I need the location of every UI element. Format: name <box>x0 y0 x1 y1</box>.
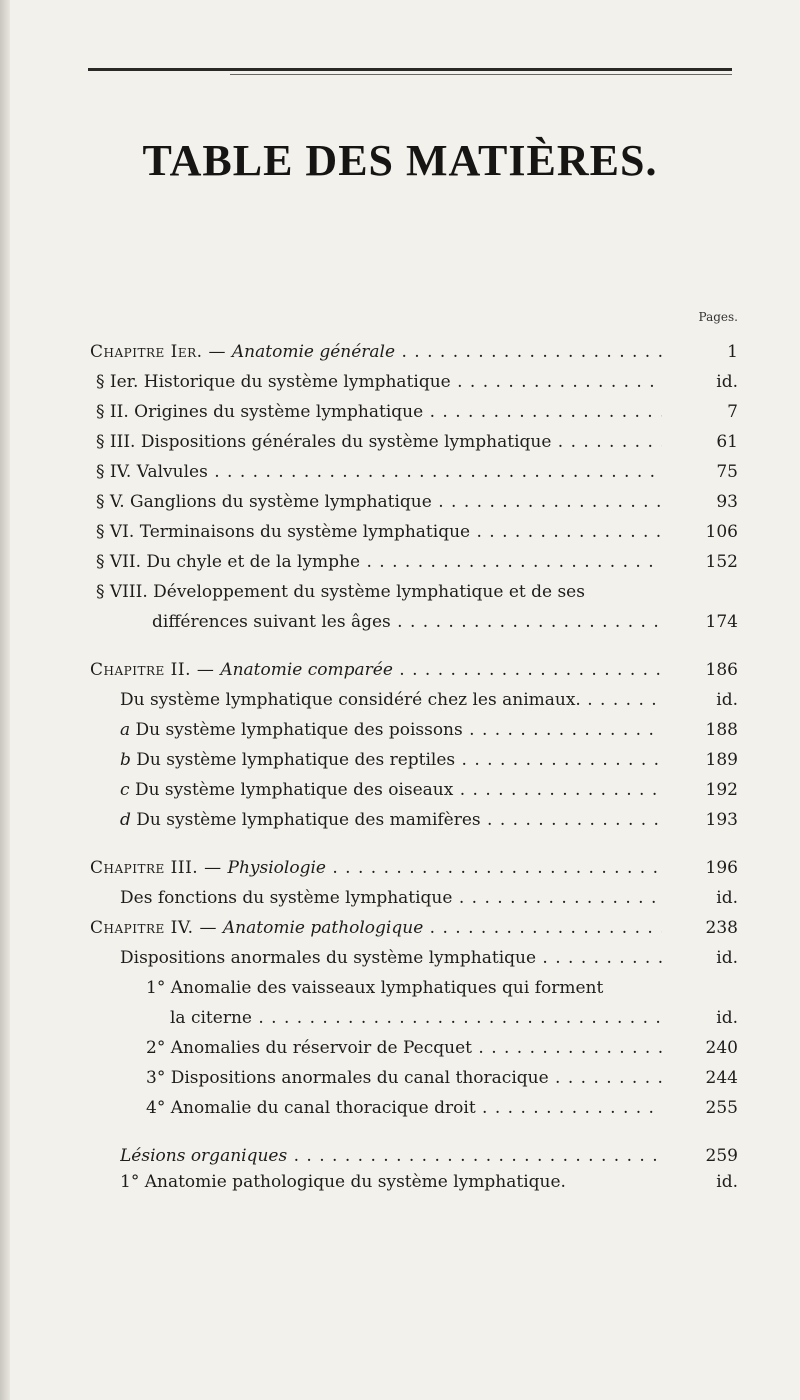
entry-prefix: Chapitre Ier. — <box>90 342 232 362</box>
entry-label: Dispositions anormales du système lymphatique <box>120 948 537 968</box>
entry-page: id. <box>716 1172 738 1192</box>
entry-label: Du système lymphatique des oiseaux <box>134 780 454 800</box>
entry-label: Du système lymphatique des poissons <box>135 720 463 740</box>
entry-page: 240 <box>705 1038 738 1058</box>
top-rule <box>88 68 732 71</box>
entry-prefix: 4° <box>146 1098 171 1118</box>
entry-page: 188 <box>705 720 738 740</box>
entry-prefix: Chapitre II. — <box>90 660 221 680</box>
toc-entry-chapitre-3[interactable] <box>90 856 738 880</box>
entry-prefix: 1° <box>146 978 171 998</box>
toc-entry-chapitre-2[interactable] <box>90 658 738 682</box>
entry-label: Anatomie générale <box>231 342 396 362</box>
entry-prefix: Chapitre IV. — <box>90 918 223 938</box>
toc-entry-c4-1[interactable] <box>146 976 738 1000</box>
top-rule-thin <box>230 74 732 75</box>
entry-prefix: 1° <box>120 1172 145 1192</box>
toc-entry-c2-d[interactable] <box>120 808 738 832</box>
entry-page: 75 <box>716 462 738 482</box>
toc-entry-chapitre-4[interactable] <box>90 916 738 940</box>
toc-entry-c2-b[interactable] <box>120 748 738 772</box>
toc-entry-c4-4[interactable] <box>146 1096 738 1120</box>
page-gutter-shadow <box>0 0 10 1400</box>
entry-page: 7 <box>727 402 738 422</box>
toc-entry-c2-a[interactable] <box>120 718 738 742</box>
entry-prefix: a <box>120 720 136 740</box>
toc-entry-c4-2[interactable] <box>146 1036 738 1060</box>
entry-label: Anatomie comparée <box>220 660 393 680</box>
toc-entry-c4-3[interactable] <box>146 1066 738 1090</box>
entry-label: Historique du système lymphatique <box>143 372 451 392</box>
toc-entry-c2-intro[interactable] <box>120 688 738 712</box>
toc-entry-s6[interactable] <box>96 520 738 544</box>
entry-page: 193 <box>705 810 738 830</box>
entry-prefix: d <box>120 810 137 830</box>
entry-prefix: § II. <box>96 402 135 422</box>
entry-label: Anatomie pathologique <box>222 918 424 938</box>
entry-prefix: § III. <box>96 432 141 452</box>
toc-entry-c4-1-cont[interactable] <box>170 1006 738 1030</box>
toc-entry-lesions[interactable] <box>120 1144 738 1168</box>
entry-label: Développement du système lymphatique et de ses <box>153 582 585 602</box>
toc-entry-s8[interactable] <box>96 580 738 604</box>
entry-label: Ganglions du système lymphatique <box>130 492 432 512</box>
entry-page: 238 <box>705 918 738 938</box>
entry-page: 106 <box>705 522 738 542</box>
entry-label: différences suivant les âges <box>152 612 391 632</box>
entry-prefix: c <box>120 780 135 800</box>
entry-label: Dispositions anormales du canal thoracique <box>170 1068 549 1088</box>
entry-prefix: § V. <box>96 492 131 512</box>
entry-page: 259 <box>705 1146 738 1166</box>
entry-label: Anomalie du canal thoracique droit <box>170 1098 476 1118</box>
entry-page: id. <box>716 690 738 710</box>
entry-page: 255 <box>705 1098 738 1118</box>
page-title: TABLE DES MATIÈRES. <box>142 136 658 186</box>
entry-label: Terminaisons du système lymphatique <box>139 522 471 542</box>
entry-label: Anomalies du réservoir de Pecquet <box>170 1038 472 1058</box>
entry-page: 174 <box>705 612 738 632</box>
entry-page: 189 <box>705 750 738 770</box>
entry-page: id. <box>716 1008 738 1028</box>
entry-page: 192 <box>705 780 738 800</box>
entry-prefix: § Ier. <box>96 372 144 392</box>
entry-prefix: § VIII. <box>96 582 154 602</box>
entry-page: 186 <box>705 660 738 680</box>
entry-page: 196 <box>705 858 738 878</box>
toc-entry-s3[interactable] <box>96 430 738 454</box>
toc-entry-s5[interactable] <box>96 490 738 514</box>
entry-label: Origines du système lymphatique <box>134 402 424 422</box>
toc-entry-s7[interactable] <box>96 550 738 574</box>
entry-label: Du système lymphatique considéré chez les animaux. <box>120 690 581 710</box>
entry-prefix: § VI. <box>96 522 140 542</box>
entry-label: Des fonctions du système lymphatique <box>120 888 453 908</box>
entry-prefix: Chapitre III. — <box>90 858 228 878</box>
toc-entry-s8-cont[interactable] <box>152 610 738 634</box>
entry-label: Anatomie pathologique du système lymphatique. <box>144 1172 566 1192</box>
entry-label: Du système lymphatique des mamifères <box>136 810 481 830</box>
entry-page: id. <box>716 888 738 908</box>
entry-prefix: § VII. <box>96 552 147 572</box>
toc-entry-c4-dispositions[interactable] <box>120 946 738 970</box>
entry-label: la citerne <box>170 1008 252 1028</box>
toc-entry-s2[interactable] <box>96 400 738 424</box>
entry-label: Du système lymphatique des reptiles <box>136 750 456 770</box>
toc-entry-s4[interactable] <box>96 460 738 484</box>
entry-page: 152 <box>705 552 738 572</box>
entry-page: 93 <box>716 492 738 512</box>
toc-entry-c2-c[interactable] <box>120 778 738 802</box>
entry-prefix: b <box>120 750 137 770</box>
toc-entry-chapitre-1[interactable] <box>90 340 738 364</box>
entry-label: Dispositions générales du système lymphatique <box>140 432 552 452</box>
entry-label: Lésions organiques <box>120 1146 288 1166</box>
toc-entry-lesions-1[interactable] <box>120 1170 738 1194</box>
entry-label: Du chyle et de la lymphe <box>146 552 361 572</box>
entry-page: 244 <box>705 1068 738 1088</box>
entry-label: Anomalie des vaisseaux lymphatiques qui forment <box>170 978 604 998</box>
entry-prefix: § IV. <box>96 462 137 482</box>
entry-label: Valvules <box>136 462 208 482</box>
toc-entry-s1[interactable] <box>96 370 738 394</box>
pages-column-header: Pages. <box>698 310 738 324</box>
entry-page: 61 <box>716 432 738 452</box>
toc-entry-c3-fonctions[interactable] <box>120 886 738 910</box>
entry-prefix: 3° <box>146 1068 171 1088</box>
entry-label: Physiologie <box>227 858 326 878</box>
entry-prefix: 2° <box>146 1038 171 1058</box>
entry-page: id. <box>716 948 738 968</box>
entry-page: 1 <box>727 342 738 362</box>
entry-page: id. <box>716 372 738 392</box>
